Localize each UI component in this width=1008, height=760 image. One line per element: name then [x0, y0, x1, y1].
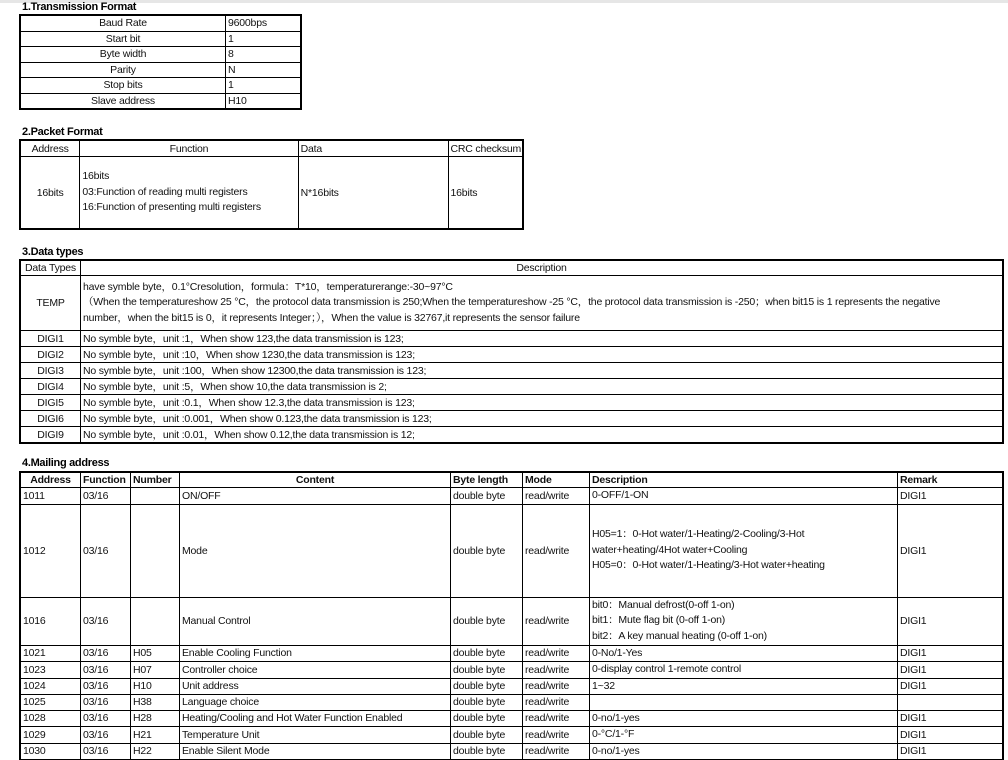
cell-address: 1028: [21, 710, 81, 727]
param-value: 1: [226, 78, 301, 94]
packet-data: N*16bits: [298, 157, 448, 229]
cell-address: 1030: [21, 743, 81, 760]
cell-description: H05=1：0-Hot water/1-Heating/2-Cooling/3-Hot water+heating/4Hot water+Cooling H05=0：0-Hot water/1-Heating/3-Hot water+heating: [590, 504, 898, 597]
table-row: [21, 645, 1003, 662]
packet-function: 16bits 03:Function of reading multi registers 16:Function of presenting multi registers: [80, 157, 298, 229]
packet-crc: 16bits: [448, 157, 522, 229]
cell-number: H10: [131, 678, 180, 695]
header-description: Description: [81, 261, 1003, 276]
cell-description: [590, 695, 898, 711]
cell-number: H28: [131, 710, 180, 727]
page-top-edge: [0, 0, 1008, 3]
header-remark: Remark: [898, 473, 1003, 488]
cell-content: Temperature Unit: [180, 727, 451, 744]
cell-byte-length: double byte: [451, 743, 523, 760]
cell-remark: DIGI1: [898, 645, 1003, 662]
table-row: [21, 31, 301, 47]
cell-address: 1011: [21, 488, 81, 505]
data-types-table: [20, 260, 1003, 443]
header-crc: CRC checksum: [448, 141, 522, 157]
data-type-description: No symble byte，unit :0.1，When show 12.3,the data transmission is 123;: [81, 395, 1003, 411]
cell-function: 03/16: [81, 678, 131, 695]
data-type: DIGI5: [21, 395, 81, 411]
cell-remark: DIGI1: [898, 727, 1003, 744]
param-label: Baud Rate: [21, 16, 226, 32]
cell-description: 0-No/1-Yes: [590, 645, 898, 662]
cell-byte-length: double byte: [451, 662, 523, 679]
param-label: Start bit: [21, 31, 226, 47]
table-row: [21, 379, 1003, 395]
section-title-packet-format: 2.Packet Format: [22, 126, 103, 138]
header-byte-length: Byte length: [451, 473, 523, 488]
cell-mode: read/write: [523, 597, 590, 645]
table-row: [21, 710, 1003, 727]
cell-byte-length: double byte: [451, 488, 523, 505]
data-type-description: No symble byte，unit :1，When show 123,the data transmission is 123;: [81, 331, 1003, 347]
cell-remark: DIGI1: [898, 504, 1003, 597]
table-row: [21, 597, 1003, 645]
cell-number: [131, 597, 180, 645]
header-function: Function: [80, 141, 298, 157]
data-type: DIGI2: [21, 347, 81, 363]
cell-mode: read/write: [523, 504, 590, 597]
cell-number: [131, 488, 180, 505]
cell-address: 1025: [21, 695, 81, 711]
cell-content: ON/OFF: [180, 488, 451, 505]
data-type-description: No symble byte，unit :10，When show 1230,the data transmission is 123;: [81, 347, 1003, 363]
header-address: Address: [21, 473, 81, 488]
cell-function: 03/16: [81, 727, 131, 744]
cell-content: Heating/Cooling and Hot Water Function Enabled: [180, 710, 451, 727]
cell-function: 03/16: [81, 645, 131, 662]
param-value: 9600bps: [226, 16, 301, 32]
cell-remark: DIGI1: [898, 743, 1003, 760]
table-row: [21, 363, 1003, 379]
header-data: Data: [298, 141, 448, 157]
table-row: [21, 743, 1003, 760]
cell-address: 1021: [21, 645, 81, 662]
cell-byte-length: double byte: [451, 645, 523, 662]
cell-description: 0-display control 1-remote control: [590, 662, 898, 679]
cell-number: H05: [131, 645, 180, 662]
cell-content: Controller choice: [180, 662, 451, 679]
param-label: Parity: [21, 62, 226, 78]
cell-content: Language choice: [180, 695, 451, 711]
table-row: [21, 347, 1003, 363]
header-content: Content: [180, 473, 451, 488]
cell-byte-length: double byte: [451, 504, 523, 597]
cell-mode: read/write: [523, 743, 590, 760]
cell-content: Manual Control: [180, 597, 451, 645]
section-title-mailing-address: 4.Mailing address: [22, 457, 110, 469]
cell-function: 03/16: [81, 695, 131, 711]
header-function: Function: [81, 473, 131, 488]
cell-byte-length: double byte: [451, 678, 523, 695]
table-row: [21, 411, 1003, 427]
data-type-description: No symble byte，unit :5，When show 10,the data transmission is 2;: [81, 379, 1003, 395]
cell-function: 03/16: [81, 504, 131, 597]
table-row: [21, 727, 1003, 744]
table-row: [21, 427, 1003, 443]
section-title-transmission-format: 1.Transmission Format: [22, 1, 137, 13]
cell-mode: read/write: [523, 662, 590, 679]
data-type-description: No symble byte，unit :0.01，When show 0.12,the data transmission is 12;: [81, 427, 1003, 443]
cell-number: H22: [131, 743, 180, 760]
transmission-format-table: [20, 15, 301, 109]
cell-mode: read/write: [523, 695, 590, 711]
cell-function: 03/16: [81, 662, 131, 679]
data-type: DIGI9: [21, 427, 81, 443]
type-temp: TEMP: [21, 276, 81, 331]
param-value: H10: [226, 93, 301, 109]
section-title-data-types: 3.Data types: [22, 246, 84, 258]
param-label: Slave address: [21, 93, 226, 109]
cell-function: 03/16: [81, 743, 131, 760]
cell-address: 1012: [21, 504, 81, 597]
table-row: [21, 695, 1003, 711]
cell-remark: [898, 695, 1003, 711]
cell-function: 03/16: [81, 710, 131, 727]
packet-format-table: [20, 140, 523, 229]
cell-byte-length: double byte: [451, 695, 523, 711]
cell-mode: read/write: [523, 678, 590, 695]
table-row: [21, 678, 1003, 695]
cell-function: 03/16: [81, 488, 131, 505]
cell-description: 1~32: [590, 678, 898, 695]
table-row: [21, 331, 1003, 347]
cell-remark: DIGI1: [898, 597, 1003, 645]
header-mode: Mode: [523, 473, 590, 488]
data-type: DIGI3: [21, 363, 81, 379]
cell-byte-length: double byte: [451, 727, 523, 744]
header-address: Address: [21, 141, 80, 157]
param-value: 1: [226, 31, 301, 47]
data-type: DIGI1: [21, 331, 81, 347]
table-row: [21, 662, 1003, 679]
cell-content: Enable Silent Mode: [180, 743, 451, 760]
header-data-types: Data Types: [21, 261, 81, 276]
table-row: [21, 504, 1003, 597]
cell-content: Mode: [180, 504, 451, 597]
mailing-address-table: [20, 472, 1003, 760]
cell-description: 0-no/1-yes: [590, 743, 898, 760]
cell-address: 1016: [21, 597, 81, 645]
data-type: DIGI6: [21, 411, 81, 427]
header-number: Number: [131, 473, 180, 488]
cell-remark: DIGI1: [898, 678, 1003, 695]
cell-address: 1024: [21, 678, 81, 695]
param-label: Stop bits: [21, 78, 226, 94]
cell-byte-length: double byte: [451, 597, 523, 645]
cell-number: [131, 504, 180, 597]
table-row: [21, 47, 301, 63]
cell-remark: DIGI1: [898, 488, 1003, 505]
data-type-description: No symble byte，unit :0.001，When show 0.123,the data transmission is 123;: [81, 411, 1003, 427]
table-row: [21, 488, 1003, 505]
cell-description: 0-no/1-yes: [590, 710, 898, 727]
cell-description: 0-°C/1-°F: [590, 727, 898, 744]
temp-description: have symble byte，0.1°Cresolution，formula：T*10，temperaturerange:-30~97°C （When the temperatureshow 25 °C，the protocol data transmission is 250;When the temperatureshow -25 °C，the protocol data transmission is -250；when bit15 is 1 represents the negative number，when the bit15 is 0，it represents Integer；），When the value is 32767,it represents the sensor failure: [81, 276, 1003, 331]
cell-number: H38: [131, 695, 180, 711]
cell-remark: DIGI1: [898, 662, 1003, 679]
cell-content: Unit address: [180, 678, 451, 695]
cell-mode: read/write: [523, 710, 590, 727]
cell-mode: read/write: [523, 488, 590, 505]
param-value: N: [226, 62, 301, 78]
packet-address: 16bits: [21, 157, 80, 229]
cell-byte-length: double byte: [451, 710, 523, 727]
table-row: [21, 62, 301, 78]
cell-description: bit0：Manual defrost(0-off 1-on) bit1：Mute flag bit (0-off 1-on) bit2：A key manual heating (0-off 1-on): [590, 597, 898, 645]
data-type: DIGI4: [21, 379, 81, 395]
table-row: [21, 16, 301, 32]
header-description: Description: [590, 473, 898, 488]
data-type-description: No symble byte，unit :100，When show 12300,the data transmission is 123;: [81, 363, 1003, 379]
param-value: 8: [226, 47, 301, 63]
cell-content: Enable Cooling Function: [180, 645, 451, 662]
table-row: [21, 395, 1003, 411]
table-row: [21, 78, 301, 94]
cell-mode: read/write: [523, 645, 590, 662]
cell-function: 03/16: [81, 597, 131, 645]
cell-address: 1029: [21, 727, 81, 744]
cell-remark: DIGI1: [898, 710, 1003, 727]
cell-address: 1023: [21, 662, 81, 679]
param-label: Byte width: [21, 47, 226, 63]
table-row: [21, 93, 301, 109]
cell-mode: read/write: [523, 727, 590, 744]
cell-number: H07: [131, 662, 180, 679]
cell-number: H21: [131, 727, 180, 744]
cell-description: 0-OFF/1-ON: [590, 488, 898, 505]
